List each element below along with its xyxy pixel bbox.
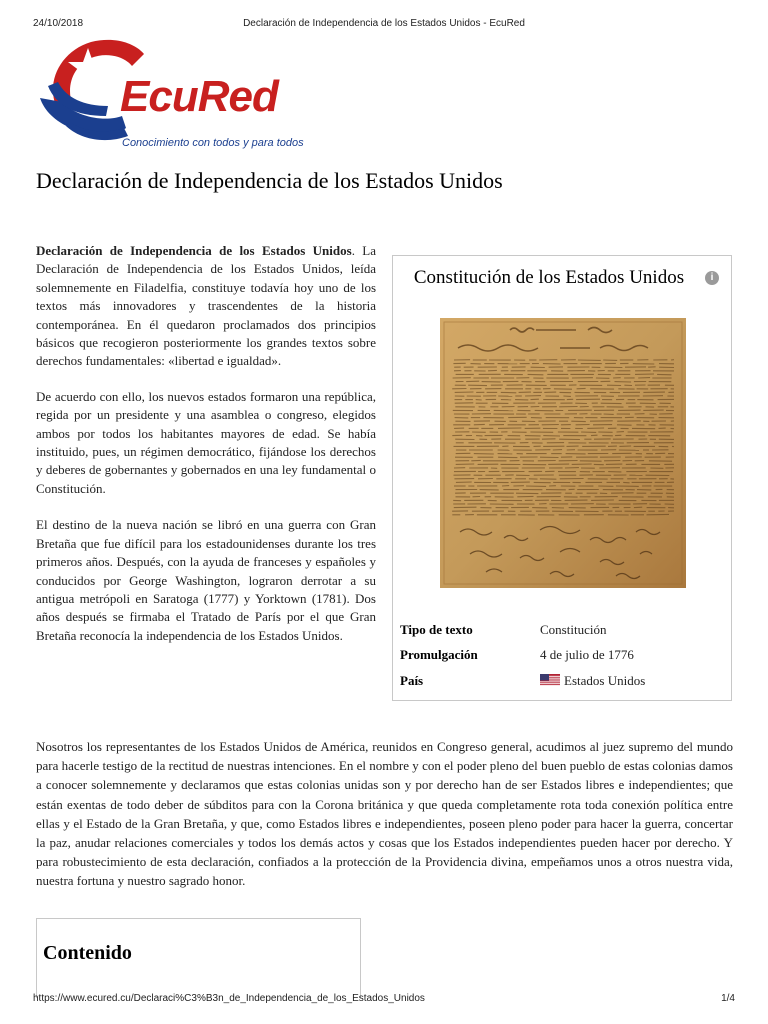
infobox [392,255,732,701]
table-of-contents [36,918,361,998]
article-subject: Declaración de Independencia de los Estados Unidos [36,243,352,258]
infobox-row [398,668,724,694]
toc-title: Contenido [43,942,132,964]
page-title: Declaración de Independencia de los Estados Unidos [36,168,503,193]
us-flag-icon [540,674,560,686]
infobox-title: Constitución de los Estados Unidos [413,267,685,288]
intro-paragraph-2: De acuerdo con ello, los nuevos estados formaron una república, regida por un presidente y una asamblea o congreso, elegidos ambos por todos los habitantes mayores de edad. Se había instituido, pues, un régimen democrático, fijándose los derechos y deberes de gobernantes y gobernados en una ley fundamental o Constitución. [36,388,376,496]
print-page-number: 1/4 [721,993,735,1004]
infobox-value[interactable]: Constitución [540,621,607,637]
body-paragraph: Nosotros los representantes de los Estados Unidos de América, reunidos en Congreso general, acudimos al juez supremo del mundo para hacerle testigo de la rectitud de nuestras intenciones. En el nombre y con el poder pleno del buen pueblo de estas colonias damos a conocer solemnemente y declaramos que estas colonias unidas son y por derecho han de ser Estados libres e independientes; que están exentas de todo deber de súbditos para con la Corona británica y que queda completamente rota toda conexión política entre ellas y el Estado de la Gran Bretaña, y que, como Estados libres e independientes, poseen pleno poder para hacer la guerra, concertar la paz, anudar relaciones comerciales y todos los demás actos y cosas que los Estados independientes pueden hacer por derecho. Y para robustecimiento de esta declaración, confiados a la protección de la Providencia divina, empeñamos unos a otros nuestra vida, nuestra fortuna y nuestro sagrado honor. [36,739,733,889]
logo-tagline: Conocimiento con todos y para todos [122,137,304,149]
infobox-key: Tipo de texto [400,621,473,637]
infobox-key: País [400,672,424,688]
infobox-key: Promulgación [400,647,478,663]
info-icon[interactable]: i [705,271,719,285]
logo-wordmark: EcuRed [120,72,278,121]
intro-paragraph-1 [36,242,376,371]
infobox-row [398,643,724,669]
intro-paragraph-1-text: . La Declaración de Independencia de los Estados Unidos, leída solemnemente en Filadelfia, constituye todavía hoy uno de los textos más innovadores y trascendentes de la historia contemporánea. En él quedaron proclamados dos principios básicos que recogieron posteriormente los grandes textos sobre derechos fundamentales: «libertad e igualdad». [36,243,376,369]
country-link[interactable]: Estados Unidos [564,672,646,688]
ecured-logo[interactable] [36,36,336,156]
intro-paragraph-3: El destino de la nueva nación se libró en una guerra con Gran Bretaña que fue difícil para los estadounidenses durante los tres primeros años. Después, con la ayuda de franceses y españoles y conducidos por George Washington, lograron derrotar a su antigua metrópoli en Saratoga (1777) y Yorktown (1781). Dos años después se firmaba el Tratado de París por el que Gran Bretaña reconocía la independencia de los Estados Unidos. [36,517,376,643]
print-url: https://www.ecured.cu/Declaraci%C3%B3n_de_Independencia_de_los_Estados_Unidos [33,993,425,1004]
print-header [0,14,768,30]
declaration-document-image[interactable] [440,318,686,588]
print-footer [0,990,768,1006]
infobox-row [398,617,724,643]
infobox-table [398,617,724,694]
print-page-title: Declaración de Independencia de los Estados Unidos - EcuRed [243,18,525,29]
infobox-value: 4 de julio de 1776 [540,647,634,663]
intro-column [36,242,376,663]
print-date: 24/10/2018 [33,18,84,29]
infobox-value-country[interactable] [538,668,724,694]
